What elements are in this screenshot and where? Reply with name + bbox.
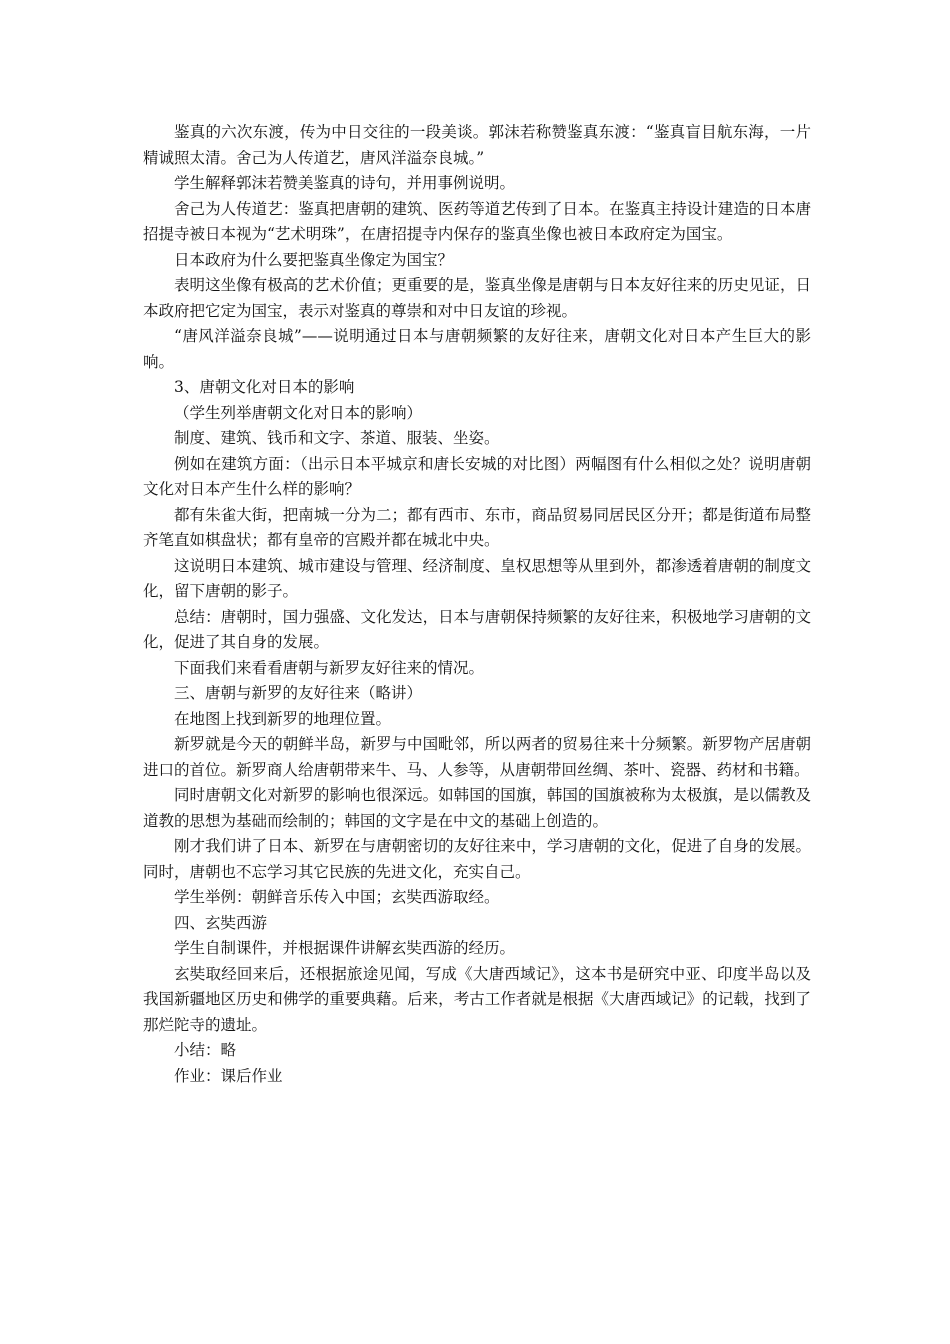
paragraph: 小结：略 [174, 1041, 237, 1059]
paragraph: 鉴真的六次东渡，传为中日交往的一段美谈。郭沫若称赞鉴真东渡：“鉴真盲目航东海，一片精诚照太清。舍己为人传道艺，唐风洋溢奈良城。” [143, 123, 811, 167]
paragraph: 在地图上找到新罗的地理位置。 [174, 709, 392, 728]
paragraph: 例如在建筑方面：（出示日本平城京和唐长安城的对比图）两幅图有什么相似之处？说明唐朝文化对日本产生什么样的影响？ [143, 454, 811, 498]
document-body [143, 120, 811, 1089]
paragraph: 都有朱雀大街，把南城一分为二；都有西市、东市，商品贸易同居民区分开；都是街道布局整齐笔直如棋盘状；都有皇帝的宫殿并都在城北中央。 [143, 505, 811, 549]
paragraph: “唐风洋溢奈良城”——说明通过日本与唐朝频繁的友好往来，唐朝文化对日本产生巨大的影响。 [143, 327, 811, 371]
paragraph: 这说明日本建筑、城市建设与管理、经济制度、皇权思想等从里到外，都渗透着唐朝的制度文化，留下唐朝的影子。 [143, 556, 811, 600]
section-heading: 三、唐朝与新罗的友好往来（略讲） [174, 684, 423, 702]
paragraph: 日本政府为什么要把鉴真坐像定为国宝？ [174, 250, 454, 269]
paragraph: 刚才我们讲了日本、新罗在与唐朝密切的友好往来中，学习唐朝的文化，促进了自身的发展。同时，唐朝也不忘学习其它民族的先进文化，充实自己。 [143, 837, 811, 881]
section-heading: 3、唐朝文化对日本的影响 [174, 378, 355, 396]
paragraph: 作业：课后作业 [174, 1066, 283, 1085]
paragraph: 同时唐朝文化对新罗的影响也很深远。如韩国的国旗，韩国的国旗被称为太极旗，是以儒教及道教的思想为基础而绘制的；韩国的文字是在中文的基础上创造的。 [143, 786, 811, 830]
section-heading: 四、玄奘西游 [174, 913, 268, 932]
paragraph: 表明这坐像有极高的艺术价值；更重要的是，鉴真坐像是唐朝与日本友好往来的历史见证，日本政府把它定为国宝，表示对鉴真的尊崇和对中日友谊的珍视。 [143, 276, 811, 320]
paragraph: 学生自制课件，并根据课件讲解玄奘西游的经历。 [174, 939, 516, 957]
paragraph: （学生列举唐朝文化对日本的影响） [174, 403, 423, 422]
paragraph: 玄奘取经回来后，还根据旅途见闻，写成《大唐西域记》，这本书是研究中亚、印度半岛以及我国新疆地区历史和佛学的重要典藉。后来，考古工作者就是根据《大唐西域记》的记载，找到了那烂陀寺的遗址。 [143, 964, 811, 1034]
paragraph: 下面我们来看看唐朝与新罗友好往来的情况。 [174, 658, 485, 677]
paragraph: 新罗就是今天的朝鲜半岛，新罗与中国毗邻，所以两者的贸易往来十分频繁。新罗物产居唐朝进口的首位。新罗商人给唐朝带来牛、马、人参等，从唐朝带回丝绸、茶叶、瓷器、药材和书籍。 [143, 735, 811, 779]
paragraph: 学生解释郭沫若赞美鉴真的诗句，并用事例说明。 [174, 174, 516, 192]
paragraph: 舍己为人传道艺：鉴真把唐朝的建筑、医药等道艺传到了日本。在鉴真主持设计建造的日本唐招提寺被日本视为“艺术明珠”，在唐招提寺内保存的鉴真坐像也被日本政府定为国宝。 [143, 199, 811, 243]
paragraph: 学生举例：朝鲜音乐传入中国；玄奘西游取经。 [174, 888, 500, 906]
paragraph: 制度、建筑、钱币和文字、茶道、服装、坐姿。 [174, 429, 500, 447]
paragraph: 总结：唐朝时，国力强盛、文化发达，日本与唐朝保持频繁的友好往来，积极地学习唐朝的文化，促进了其自身的发展。 [143, 607, 811, 651]
